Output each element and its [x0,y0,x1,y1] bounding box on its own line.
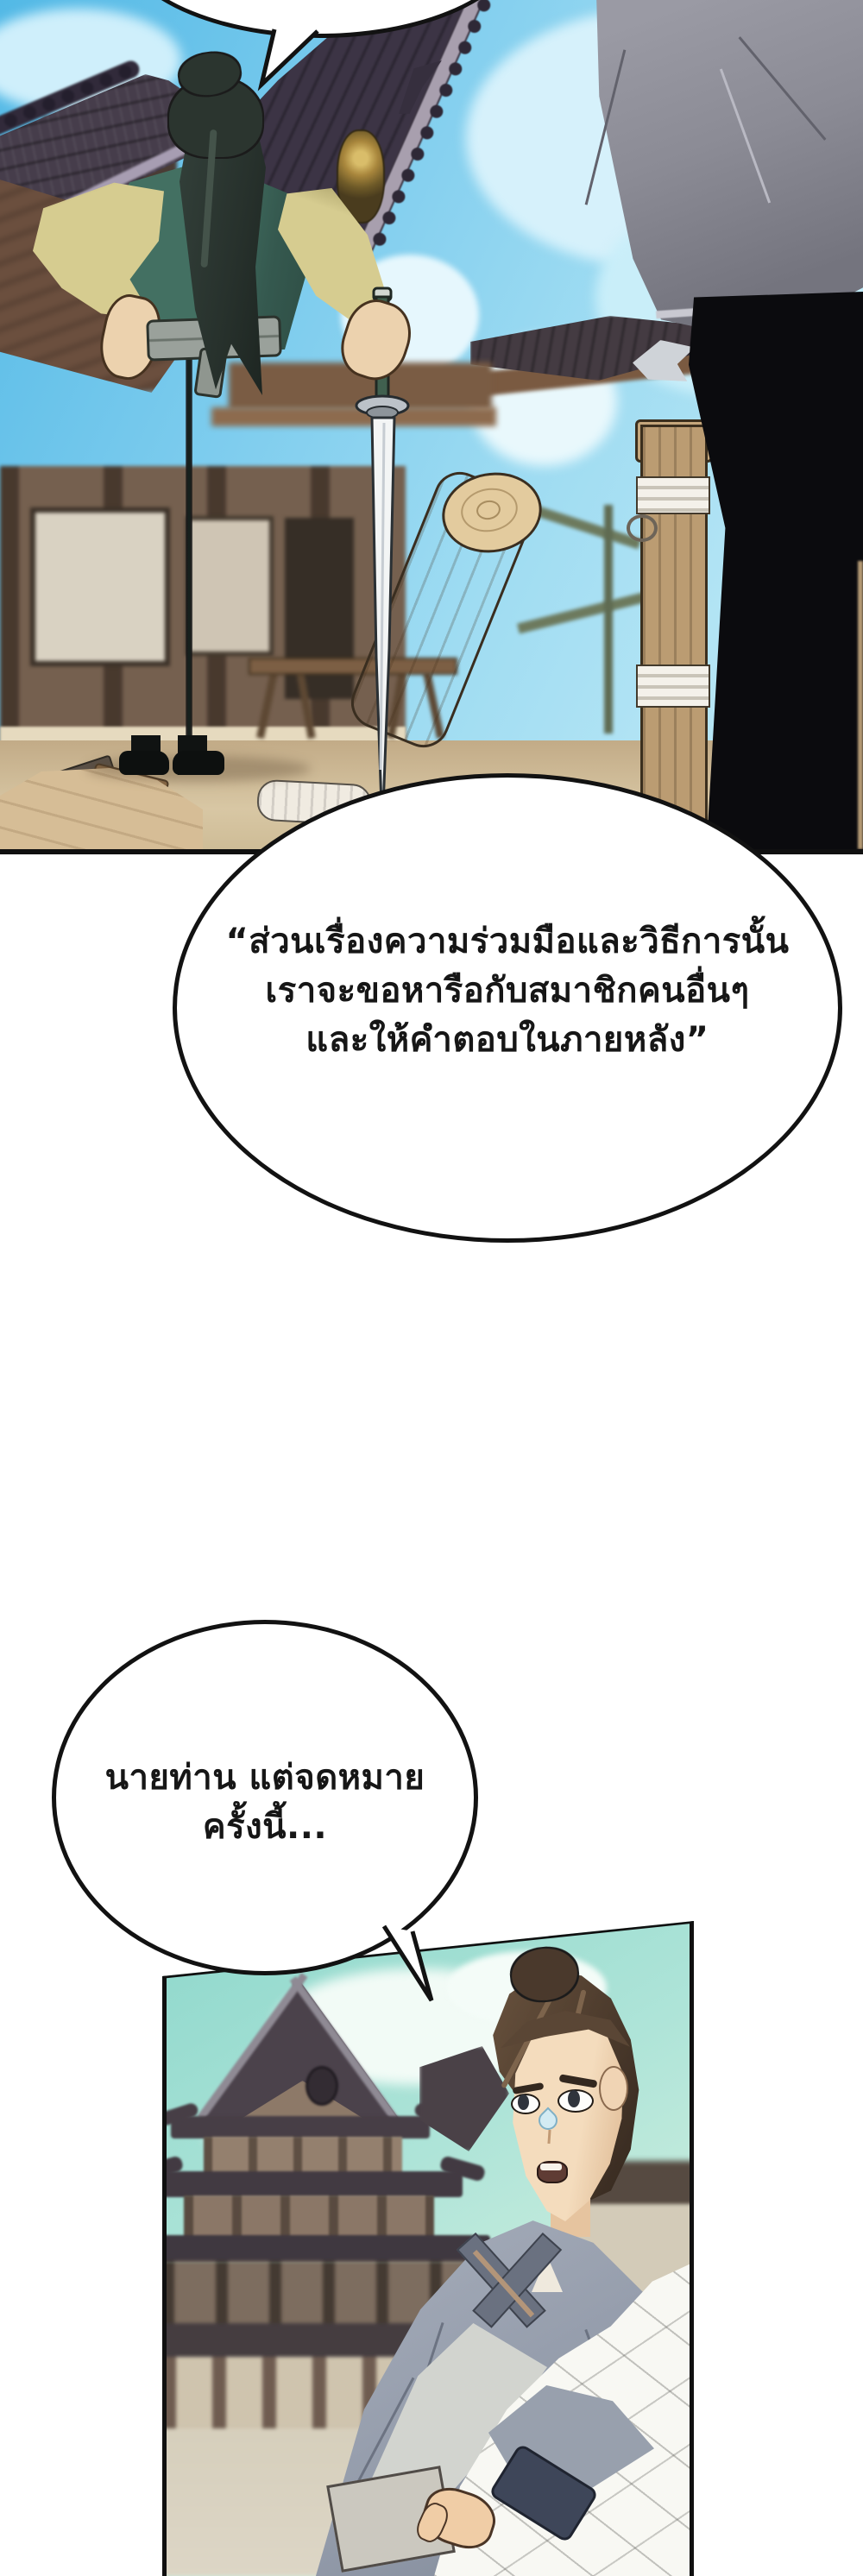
pagoda-eave-2 [162,2171,463,2197]
background-sliver [858,561,863,849]
pagoda-wall-2 [184,2195,434,2239]
pagoda-eave-3 [162,2235,490,2263]
narration-line-3: และให้คำตอบในภายหลัง” [306,1020,709,1060]
pagoda-wall-1 [204,2137,402,2175]
narration-line-1: “ส่วนเรื่องความร่วมมือและวิธีการนั้น [225,922,790,961]
post-metal-ring [627,514,658,542]
panel-letter [162,1921,694,2576]
green-figure-foot [119,751,169,775]
speech-line-2: ครั้งนี้... [202,1806,328,1847]
eye-left-iris [518,2094,529,2110]
pagoda-eave-1 [171,2116,430,2138]
rope-binding [636,664,710,708]
speech-bubble-tail-icon [242,17,337,95]
gray-figure-lower-black [689,292,863,854]
attendant-ear [599,2066,628,2111]
speech-line-1: นายท่าน แต่จดหมาย [104,1757,425,1798]
teeth [540,2163,562,2170]
scaffold-post [604,505,613,734]
speech-bubble-tail-icon [362,1920,449,2015]
narration-bubble [173,773,842,1243]
green-figure-foot [173,751,224,775]
panel-border-left [162,1975,167,2576]
rope-binding [636,476,710,514]
green-figure-skirt [102,338,287,754]
narration-text [226,910,790,1106]
panel-courtyard [0,0,863,854]
pagoda-round-window [306,2066,338,2106]
speech-text [105,1737,425,1859]
eye-right-iris [568,2090,580,2107]
panel-border-right [690,1921,694,2576]
narration-line-2: เราจะขอหารือกับสมาชิกคนอื่นๆ [265,971,750,1011]
